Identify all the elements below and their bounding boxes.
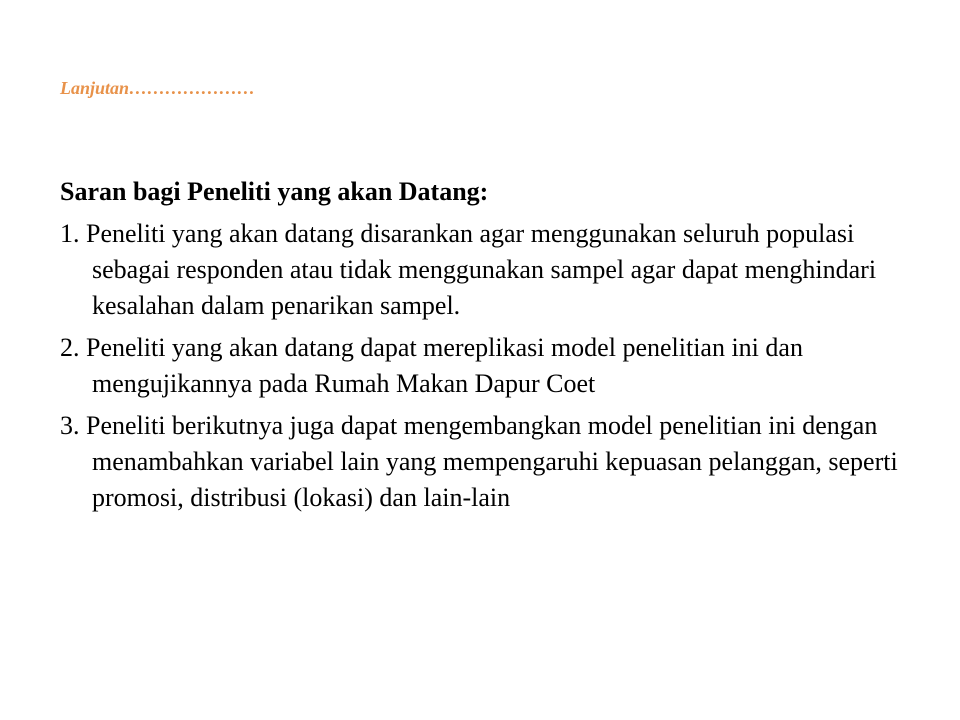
list-item-3: 3. Peneliti berikutnya juga dapat mengembangkan model penelitian ini dengan menambahkan variabel lain yang mempengaruhi kepuasan pelanggan, seperti promosi, distribusi (lokasi) dan lain-lain (60, 411, 898, 512)
slide-content (60, 174, 910, 522)
section-heading: Saran bagi Peneliti yang akan Datang: (60, 177, 489, 206)
list-item-2: 2. Peneliti yang akan datang dapat mereplikasi model penelitian ini dan mengujikannya pada Rumah Makan Dapur Coet (60, 333, 803, 398)
list-item-1: 1. Peneliti yang akan datang disarankan agar menggunakan seluruh populasi sebagai responden atau tidak menggunakan sampel agar dapat menghindari kesalahan dalam penarikan sampel. (60, 219, 877, 320)
slide-subtitle: Lanjutan………………… (60, 78, 256, 98)
